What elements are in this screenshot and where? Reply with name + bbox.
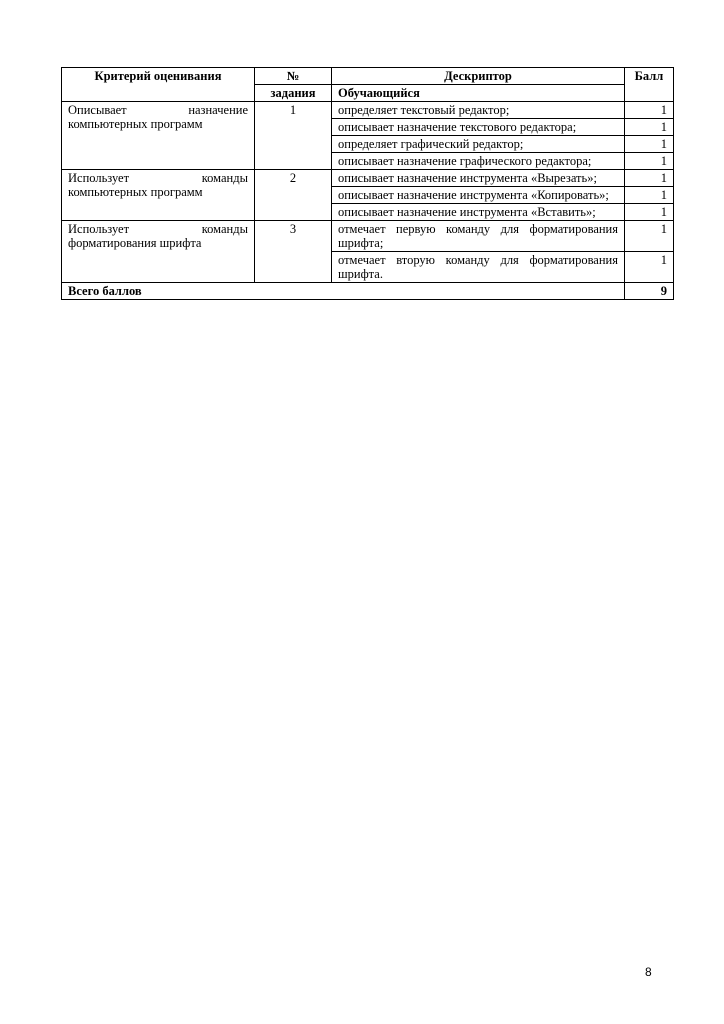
total-score: 9: [625, 283, 674, 300]
header-descriptor: Дескриптор: [332, 68, 625, 85]
criterion-cell: Использует команды форматирования шрифта: [62, 221, 255, 283]
header-task-no-bottom: задания: [255, 85, 332, 102]
total-label: Всего баллов: [62, 283, 625, 300]
score-cell: 1: [625, 221, 674, 252]
header-criterion: Критерий оценивания: [62, 68, 255, 102]
header-task-no-top: №: [255, 68, 332, 85]
score-cell: 1: [625, 119, 674, 136]
header-descriptor-sub: Обучающийся: [332, 85, 625, 102]
assessment-table: [61, 67, 674, 300]
descriptor-cell: описывает назначение графического редактора;: [332, 153, 625, 170]
score-cell: 1: [625, 204, 674, 221]
total-row: [62, 283, 674, 300]
score-cell: 1: [625, 136, 674, 153]
descriptor-cell: описывает назначение инструмента «Вырезать»;: [332, 170, 625, 187]
descriptor-cell: отмечает первую команду для форматирования шрифта;: [332, 221, 625, 252]
descriptor-cell: описывает назначение инструмента «Копировать»;: [332, 187, 625, 204]
task-number-cell: 3: [255, 221, 332, 283]
descriptor-cell: отмечает вторую команду для форматирования шрифта.: [332, 252, 625, 283]
table-row: [62, 170, 674, 187]
task-number-cell: 1: [255, 102, 332, 170]
criterion-cell: Использует команды компьютерных программ: [62, 170, 255, 221]
score-cell: 1: [625, 252, 674, 283]
descriptor-cell: описывает назначение текстового редактора;: [332, 119, 625, 136]
table-row: [62, 102, 674, 119]
header-row: [62, 68, 674, 85]
score-cell: 1: [625, 102, 674, 119]
score-cell: 1: [625, 153, 674, 170]
table-row: [62, 221, 674, 252]
header-score: Балл: [625, 68, 674, 102]
descriptor-cell: описывает назначение инструмента «Вставить»;: [332, 204, 625, 221]
score-cell: 1: [625, 187, 674, 204]
descriptor-cell: определяет графический редактор;: [332, 136, 625, 153]
page-number: 8: [645, 965, 652, 979]
score-cell: 1: [625, 170, 674, 187]
descriptor-cell: определяет текстовый редактор;: [332, 102, 625, 119]
task-number-cell: 2: [255, 170, 332, 221]
criterion-cell: Описывает назначение компьютерных программ: [62, 102, 255, 170]
